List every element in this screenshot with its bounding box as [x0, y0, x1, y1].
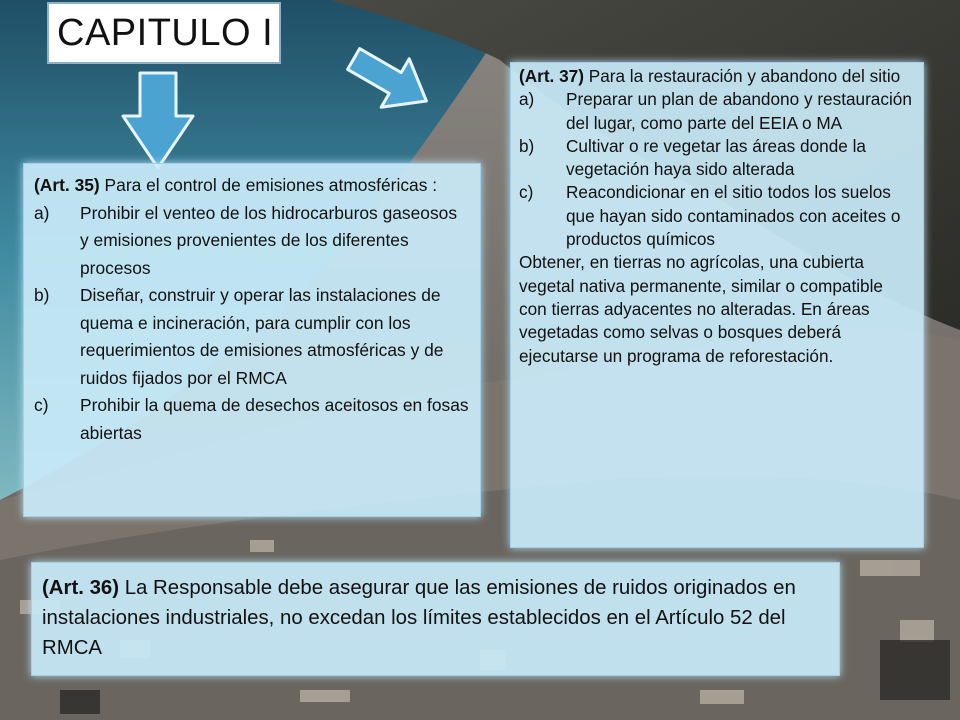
list-marker: a) — [519, 89, 535, 110]
art35-intro: Para el control de emisiones atmosféricas : — [99, 175, 438, 195]
list-item — [34, 200, 470, 283]
list-marker: b) — [519, 135, 535, 156]
art35-heading — [34, 172, 470, 200]
arrow-down-icon — [120, 70, 196, 172]
art37-card — [510, 62, 924, 548]
art35-ref: (Art. 35) — [34, 175, 100, 195]
arrow-right-icon — [340, 40, 440, 120]
art36-card — [31, 562, 840, 676]
list-marker: c) — [34, 395, 49, 415]
list-text: Preparar un plan de abandono y restauración del lugar, como parte del EEIA o MA — [566, 89, 912, 133]
art36-text: La Responsable debe asegurar que las emisiones de ruidos originados en instalaciones industriales, no excedan los límites establecidos en el Artículo 52 del RMCA — [42, 577, 796, 659]
list-text: Diseñar, construir y operar las instalaciones de quema e incineración, para cumplir con los requerimientos de emisiones atmosféricas y de ruidos fijados por el RMCA — [80, 285, 444, 388]
list-text: Cultivar o re vegetar las áreas donde la vegetación haya sido alterada — [566, 135, 866, 180]
page-title: CAPITULO I — [47, 2, 281, 64]
list-marker: b) — [34, 285, 50, 305]
art37-intro: Para la restauración y abandono del sitio — [583, 66, 901, 86]
list-item — [519, 181, 915, 251]
list-marker: c) — [519, 182, 534, 203]
art36-ref: (Art. 36) — [42, 577, 120, 599]
list-text: Prohibir el venteo de los hidrocarburos gaseosos y emisiones provenientes de los diferentes procesos — [80, 202, 458, 278]
list-text: Reacondicionar en el sitio todos los suelos que hayan sido contaminados con aceites o productos químicos — [566, 182, 901, 250]
list-item — [34, 282, 470, 392]
list-text: Prohibir la quema de desechos aceitosos en fosas abiertas — [80, 395, 469, 443]
list-item — [34, 392, 470, 447]
list-item — [519, 88, 915, 135]
art37-heading — [519, 65, 915, 88]
list-item — [519, 135, 915, 182]
art35-card — [23, 163, 481, 517]
list-marker: a) — [34, 202, 50, 223]
art37-ref: (Art. 37) — [519, 66, 584, 86]
art37-closing: Obtener, en tierras no agrícolas, una cubierta vegetal nativa permanente, similar o compatible con tierras adyacentes no alteradas. En áreas vegetadas como selvas o bosques deberá ejecutarse un programa de reforestación. — [519, 252, 883, 366]
